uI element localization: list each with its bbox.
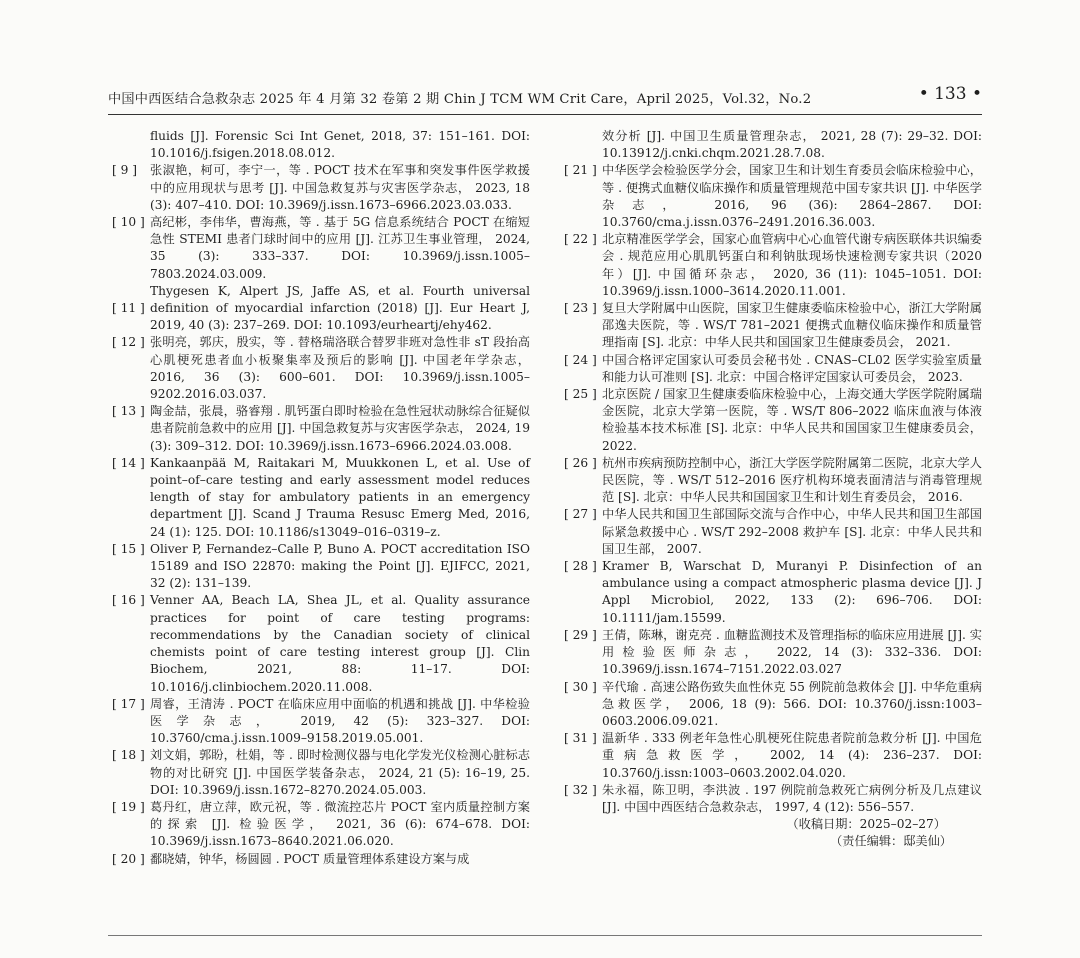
reference-text: 温新华 . 333 例老年急性心肌梗死住院患者院前急救分析 [J]. 中国危重病急救医学， 2002, 14 (4): 236–237. DOI: 10.3760/j.issn:1003–0603.2002.04.020.	[602, 731, 982, 780]
reference-text: 鄱晓婧，钟华，杨圆圆 . POCT 质量管理体系建设方案与成	[150, 851, 470, 866]
reference-item	[564, 627, 982, 679]
reference-text: 复旦大学附属中山医院，国家卫生健康委临床检验中心，浙江大学附属邵逸夫医院，等 . WS/T 781–2021 便携式血糖仪临床操作和质量管理指南 [S]. 北京：中华人民共和国国家卫生健康委员会， 2021.	[602, 301, 982, 350]
reference-number: [ 30 ]	[564, 679, 597, 694]
reference-number: [ 28 ]	[564, 559, 597, 574]
reference-text: 葛丹红，唐立萍，欧元祝，等 . 微流控芯片 POCT 室内质量控制方案的探索 [J]. 检验医学， 2021, 36 (6): 674–678. DOI: 10.3969/j.issn.1673–8640.2021.06.020.	[150, 799, 530, 849]
reference-number: [ 13 ]	[112, 404, 145, 419]
reference-text: 周睿，王清涛 . POCT 在临床应用中面临的机遇和挑战 [J]. 中华检验医学杂志， 2019, 42 (5): 323–327. DOI: 10.3760/cma.j.issn.1009–9158.2019.05.001.	[150, 696, 530, 746]
reference-number: [ 12 ]	[112, 335, 145, 350]
reference-item	[112, 747, 530, 799]
reference-item	[112, 214, 530, 283]
received-date: （收稿日期：2025–02–27）	[786, 817, 946, 832]
journal-citation: 中国中西医结合急救杂志 2025 年 4 月第 32 卷第 2 期 Chin J TCM WM Crit Care，April 2025，Vol.32，No.2	[108, 92, 812, 107]
reference-number: [ 31 ]	[564, 731, 597, 746]
reference-item	[112, 851, 530, 868]
reference-text: 高纪彬，李伟华，曹海燕，等 . 基于 5G 信息系统结合 POCT 在缩短急性 STEMI 患者门球时间中的应用 [J]. 江苏卫生事业管理， 2024, 35 (3): 333–337. DOI: 10.3969/j.issn.1005–7803.2024.03.009.	[150, 215, 530, 281]
reference-text: 辛代瑜 . 高速公路伤致失血性休克 55 例院前急救体会 [J]. 中华危重病急救医学， 2006, 18 (9): 566. DOI: 10.3760/j.issn:1003–0603.2006.09.021.	[602, 679, 982, 728]
reference-number: [ 9 ]	[112, 163, 138, 178]
reference-number: [ 22 ]	[564, 232, 597, 247]
reference-number: [ 20 ]	[112, 851, 145, 866]
footer-divider	[108, 935, 982, 936]
reference-text: 朱永福，陈卫明，李洪波 . 197 例院前急救死亡病例分析及几点建议 [J]. 中国中西医结合急救杂志， 1997, 4 (12): 556–557.	[602, 782, 982, 814]
reference-number: [ 19 ]	[112, 799, 145, 814]
reference-number: [ 23 ]	[564, 301, 597, 316]
reference-number: [ 25 ]	[564, 387, 597, 402]
reference-continuation	[564, 128, 982, 162]
reference-text: 陶金喆，张晨，骆睿翔 . 肌钙蛋白即时检验在急性冠状动脉综合征疑似患者院前急救中的应用 [J]. 中国急救复苏与灾害医学杂志， 2024, 19 (3): 309–312. DOI: 10.3969/j.issn.1673–6966.2024.03.008.	[150, 404, 530, 453]
reference-text: 张淑艳，柯可，李宁一，等 . POCT 技术在军事和突发事件医学救援中的应用现状与思考 [J]. 中国急救复苏与灾害医学杂志， 2023, 18 (3): 407–410. DOI: 10.3969/j.issn.1673–6966.2023.03.033.	[150, 163, 530, 212]
reference-column-right	[564, 128, 982, 851]
reference-item	[564, 455, 982, 507]
reference-number: [ 11 ]	[112, 301, 145, 316]
reference-number: [ 17 ]	[112, 696, 145, 711]
reference-text: Kankaanpää M, Raitakari M, Muukkonen L, et al. Use of point–of–care testing and early assessment model reduces length of stay for ambulatory patients in an emergency department [J]. Scand J Trauma Resusc Emerg Med, 2016, 24 (1): 125. DOI: 10.1186/s13049–016–0319–z.	[150, 455, 530, 539]
reference-item	[112, 334, 530, 403]
reference-text: Venner AA, Beach LA, Shea JL, et al. Quality assurance practices for point of care testing programs: recommendations by the Canadian society of clinical chemists point of care testing interest group [J]. Clin Biochem, 2021, 88: 11–17. DOI: 10.1016/j.clinbiochem.2020.11.008.	[150, 593, 530, 694]
reference-continuation	[112, 128, 530, 162]
reference-item	[564, 300, 982, 352]
reference-item	[112, 696, 530, 748]
reference-item	[564, 679, 982, 731]
reference-item	[564, 162, 982, 231]
reference-text: 刘文娟，郭盼，杜娟，等 . 即时检测仪器与电化学发光仪检测心脏标志物的对比研究 [J]. 中国医学装备杂志， 2024, 21 (5): 16–19, 25. DOI: 10.3969/j.issn.1672–8270.2024.05.003.	[150, 748, 530, 797]
reference-text: 中华人民共和国卫生部国际交流与合作中心，中华人民共和国卫生部国际紧急救援中心 . WS/T 292–2008 救护车 [S]. 北京：中华人民共和国卫生部， 2007.	[602, 507, 982, 556]
reference-text: 中华医学会检验医学分会，国家卫生和计划生育委员会临床检验中心，等 . 便携式血糖仪临床操作和质量管理规范中国专家共识 [J]. 中华医学杂志， 2016, 96 (36): 2864–2867. DOI: 10.3760/cma.j.issn.0376–2491.2016.36.003.	[602, 163, 982, 230]
reference-number: [ 14 ]	[112, 455, 145, 470]
reference-item	[112, 162, 530, 214]
reference-number: [ 16 ]	[112, 593, 145, 608]
reference-item	[112, 592, 530, 695]
reference-text: 效分析 [J]. 中国卫生质量管理杂志， 2021, 28 (7): 29–32. DOI: 10.13912/j.cnki.chqm.2021.28.7.08.	[602, 129, 982, 161]
reference-item	[112, 799, 530, 851]
reference-number: [ 24 ]	[564, 352, 597, 367]
reference-number: [ 18 ]	[112, 748, 145, 763]
reference-text: 王倩，陈琳，谢克亮 . 血糖监测技术及管理指标的临床应用进展 [J]. 实用检验医师杂志， 2022, 14 (3): 332–336. DOI: 10.3969/j.issn.1674–7151.2022.03.027	[602, 627, 982, 677]
reference-item	[564, 506, 982, 558]
reference-text: 北京精准医学学会，国家心血管病中心心血管代谢专病医联体共识编委会 . 规范应用心肌肌钙蛋白和利钠肽现场快速检测专家共识（2020 年）[J]. 中国循环杂志， 2020, 36 (11): 1045–1051. DOI: 10.3969/j.issn.1000–3614.2020.11.001.	[602, 232, 982, 298]
reference-item	[564, 782, 982, 816]
reference-number: [ 15 ]	[112, 541, 145, 556]
page-number: • 133 •	[918, 84, 982, 104]
reference-text: fluids [J]. Forensic Sci Int Genet, 2018, 37: 151–161. DOI: 10.1016/j.fsigen.2018.08.012.	[150, 129, 530, 161]
reference-text: Thygesen K, Alpert JS, Jaffe AS, et al. Fourth universal definition of myocardial infarction (2018) [J]. Eur Heart J, 2019, 40 (3): 237–269. DOI: 10.1093/eurheartj/ehy462.	[150, 283, 530, 333]
reference-number: [ 29 ]	[564, 627, 597, 642]
reference-text: 杭州市疾病预防控制中心，浙江大学医学院附属第二医院，北京大学人民医院，等 . WS/T 512–2016 医疗机构环境表面清洁与消毒管理规范 [S]. 北京：中华人民共和国国家卫生和计划生育委员会， 2016.	[602, 455, 982, 505]
reference-number: [ 26 ]	[564, 455, 597, 470]
reference-number: [ 21 ]	[564, 163, 597, 178]
reference-text: Kramer B, Warschat D, Muranyi P. Disinfection of an ambulance using a compact atmospheric plasma device [J]. J Appl Microbiol, 2022, 133 (2): 696–706. DOI: 10.1111/jam.15599.	[602, 559, 982, 625]
running-header	[108, 84, 982, 115]
reference-number: [ 10 ]	[112, 215, 145, 230]
reference-item	[564, 730, 982, 782]
reference-text: Oliver P, Fernandez–Calle P, Buno A. POCT accreditation ISO 15189 and ISO 22870: making the Point [J]. EJIFCC, 2021, 32 (2): 131–139.	[150, 541, 530, 591]
reference-text: 张明亮，郭庆，殷实，等 . 替格瑞洛联合替罗非班对急性非 sT 段抬高心肌梗死患者血小板聚集率及预后的影响 [J]. 中国老年学杂志， 2016, 36 (3): 600–601. DOI: 10.3969/j.issn.1005–9202.2016.03.037.	[150, 335, 530, 402]
reference-item	[112, 455, 530, 541]
reference-text: 北京医院 / 国家卫生健康委临床检验中心，上海交通大学医学院附属瑞金医院，北京大学第一医院，等 . WS/T 806–2022 临床血液与体液检验基本技术标准 [S]. 北京：中华人民共和国国家卫生健康委员会， 2022.	[602, 387, 982, 453]
reference-item	[112, 283, 530, 335]
reference-item	[112, 541, 530, 593]
reference-text: 中国合格评定国家认可委员会秘书处 . CNAS–CL02 医学实验室质量和能力认可准则 [S]. 北京：中国合格评定国家认可委员会， 2023.	[602, 352, 982, 384]
responsible-editor: （责任编辑：邸美仙）	[830, 834, 952, 849]
reference-number: [ 27 ]	[564, 507, 597, 522]
reference-item	[112, 403, 530, 455]
reference-item	[564, 558, 982, 627]
reference-item	[564, 386, 982, 455]
reference-column-left	[112, 128, 530, 868]
reference-item	[564, 231, 982, 300]
reference-number: [ 32 ]	[564, 782, 597, 797]
reference-item	[564, 352, 982, 386]
